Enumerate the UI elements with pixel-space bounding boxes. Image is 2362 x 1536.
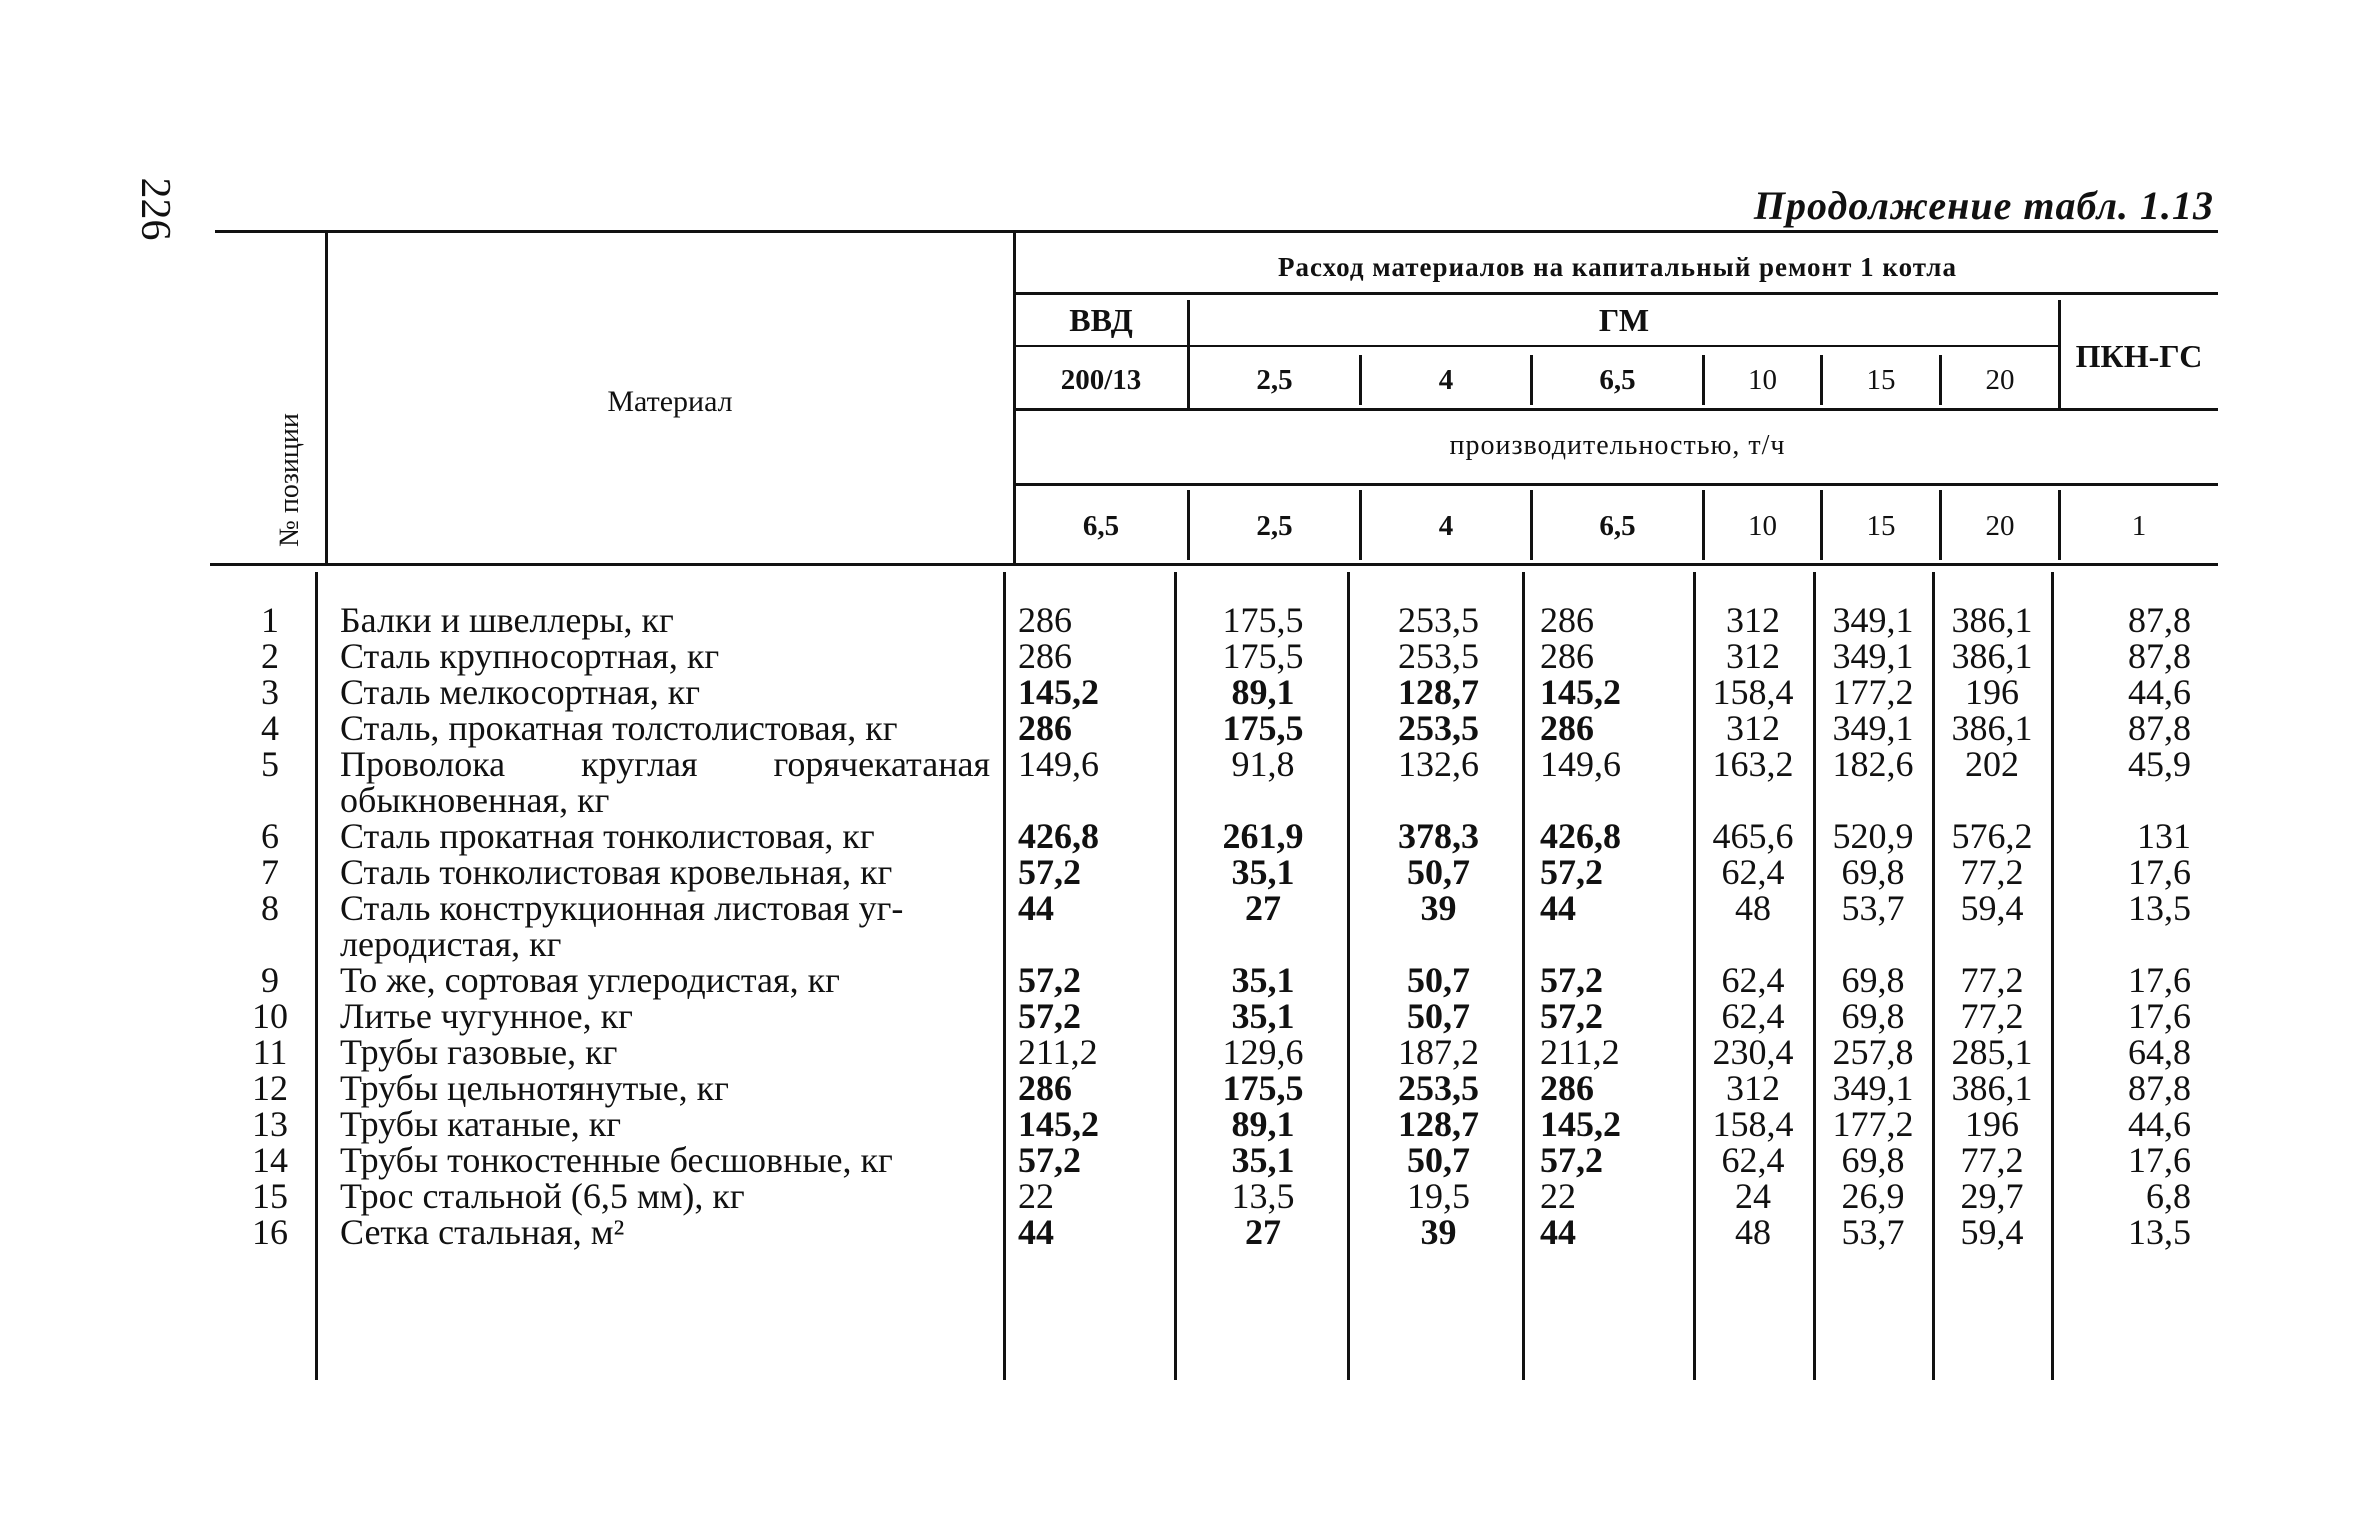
body-col-rule xyxy=(1522,572,1525,1380)
value-cell: 50,7 xyxy=(1407,852,1470,892)
value-cell: 45,9 xyxy=(2128,744,2191,784)
value-cell: 6,8 xyxy=(2146,1176,2191,1216)
value-cell: 520,9 xyxy=(1832,816,1914,856)
material-name: Трубы цельнотянутые, кг xyxy=(340,1068,729,1108)
material-name: Сталь конструкционная листовая уг- xyxy=(340,888,904,928)
value-cell: 128,7 xyxy=(1398,672,1479,712)
value-cell: 312 xyxy=(1726,600,1780,640)
material-name: Сталь мелкосортная, кг xyxy=(340,672,700,712)
value-cell: 59,4 xyxy=(1960,888,2024,928)
row-number: 11 xyxy=(252,1032,288,1072)
value-cell: 286 xyxy=(1018,708,1072,748)
value-cell: 44 xyxy=(1018,888,1054,928)
value-cell: 69,8 xyxy=(1841,1140,1905,1180)
value-cell: 261,9 xyxy=(1222,816,1304,856)
material-name: Проволока круглая горячекатаная xyxy=(340,744,990,784)
material-name: Балки и швеллеры, кг xyxy=(340,600,674,640)
value-cell: 17,6 xyxy=(2128,960,2191,1000)
value-cell: 349,1 xyxy=(1832,708,1914,748)
table-caption: Продолжение табл. 1.13 xyxy=(1753,183,2214,228)
capacity-rule xyxy=(1015,483,2218,486)
value-cell: 349,1 xyxy=(1832,600,1914,640)
value-cell: 57,2 xyxy=(1540,1140,1603,1180)
value-cell: 145,2 xyxy=(1018,1104,1099,1144)
value-cell: 230,4 xyxy=(1712,1032,1794,1072)
value-cell: 158,4 xyxy=(1712,1104,1794,1144)
value-cell: 211,2 xyxy=(1540,1032,1620,1072)
value-cell: 44 xyxy=(1018,1212,1054,1252)
value-cell: 27 xyxy=(1245,1212,1281,1252)
capacity-value: 10 xyxy=(1748,510,1777,542)
capacity-value: 4 xyxy=(1438,510,1454,542)
value-cell: 77,2 xyxy=(1960,996,2024,1036)
material-name: Сталь тонколистовая кровельная, кг xyxy=(340,852,893,892)
value-cell: 62,4 xyxy=(1721,852,1785,892)
value-cell: 24 xyxy=(1735,1176,1771,1216)
value-cell: 77,2 xyxy=(1960,852,2024,892)
boiler-type-vvd: ВВД xyxy=(1069,302,1133,338)
value-cell: 145,2 xyxy=(1540,1104,1621,1144)
value-cell: 35,1 xyxy=(1231,852,1295,892)
position-header: № позиции xyxy=(274,413,305,547)
material-name: Трубы тонкостенные бесшовные, кг xyxy=(340,1140,893,1180)
body-col-rule xyxy=(1174,572,1177,1380)
value-cell: 17,6 xyxy=(2128,1140,2191,1180)
value-cell: 62,4 xyxy=(1721,960,1785,1000)
value-cell: 286 xyxy=(1540,708,1594,748)
value-cell: 22 xyxy=(1540,1176,1576,1216)
value-cell: 48 xyxy=(1735,1212,1771,1252)
value-cell: 87,8 xyxy=(2128,708,2191,748)
value-cell: 378,3 xyxy=(1398,816,1479,856)
value-cell: 44 xyxy=(1540,1212,1576,1252)
value-cell: 50,7 xyxy=(1407,996,1470,1036)
value-cell: 163,2 xyxy=(1712,744,1794,784)
boiler-type-gm: ГМ xyxy=(1598,302,1650,338)
row-number: 5 xyxy=(261,744,279,784)
material-name: Трубы газовые, кг xyxy=(340,1032,618,1072)
value-cell: 13,5 xyxy=(2128,888,2191,928)
value-cell: 145,2 xyxy=(1018,672,1099,712)
value-cell: 69,8 xyxy=(1841,996,1905,1036)
body-col-rule xyxy=(2051,572,2054,1380)
value-cell: 196 xyxy=(1965,1104,2019,1144)
value-cell: 175,5 xyxy=(1222,708,1304,748)
capacity-label: производительностью, т/ч xyxy=(1449,430,1786,461)
value-cell: 145,2 xyxy=(1540,672,1621,712)
header-top-rule xyxy=(215,230,2218,233)
group-title: Расход материалов на капитальный ремонт 1 котла xyxy=(1278,252,1957,282)
boiler-subtype: 2,5 xyxy=(1256,364,1293,396)
value-cell: 253,5 xyxy=(1398,708,1479,748)
value-cell: 286 xyxy=(1540,600,1594,640)
row-number: 15 xyxy=(252,1176,288,1216)
material-name: То же, сортовая углеродистая, кг xyxy=(340,960,840,1000)
value-cell: 53,7 xyxy=(1841,1212,1905,1252)
value-cell: 19,5 xyxy=(1407,1176,1470,1216)
value-cell: 35,1 xyxy=(1231,960,1295,1000)
value-cell: 131 xyxy=(2137,816,2191,856)
material-header: Материал xyxy=(607,385,733,418)
value-cell: 17,6 xyxy=(2128,852,2191,892)
value-cell: 312 xyxy=(1726,636,1780,676)
boiler-subtype: 200/13 xyxy=(1060,364,1142,396)
value-cell: 177,2 xyxy=(1832,1104,1914,1144)
row-number: 6 xyxy=(261,816,279,856)
value-cell: 386,1 xyxy=(1951,708,2033,748)
value-cell: 26,9 xyxy=(1841,1176,1905,1216)
boiler-subtype: 10 xyxy=(1748,364,1777,396)
value-cell: 64,8 xyxy=(2128,1032,2191,1072)
group-title-rule xyxy=(1015,292,2218,295)
material-name: Сталь, прокатная толстолистовая, кг xyxy=(340,708,898,748)
body-col-rule xyxy=(1347,572,1350,1380)
capacity-value: 6,5 xyxy=(1082,510,1120,542)
material-name: Сталь прокатная тонколистовая, кг xyxy=(340,816,875,856)
boiler-subtype: 4 xyxy=(1438,364,1454,396)
value-cell: 187,2 xyxy=(1398,1032,1479,1072)
body-col-rule xyxy=(1932,572,1935,1380)
page-number: 226 xyxy=(132,177,178,241)
row-number: 4 xyxy=(261,708,279,748)
value-cell: 35,1 xyxy=(1231,1140,1295,1180)
value-cell: 286 xyxy=(1540,1068,1594,1108)
row-number: 10 xyxy=(252,996,288,1036)
value-cell: 89,1 xyxy=(1231,1104,1295,1144)
row-number: 2 xyxy=(261,636,279,676)
value-cell: 175,5 xyxy=(1222,636,1304,676)
value-cell: 69,8 xyxy=(1841,960,1905,1000)
value-cell: 44,6 xyxy=(2128,1104,2191,1144)
value-cell: 44 xyxy=(1540,888,1576,928)
value-cell: 57,2 xyxy=(1540,996,1603,1036)
value-cell: 57,2 xyxy=(1018,996,1081,1036)
value-cell: 50,7 xyxy=(1407,960,1470,1000)
value-cell: 211,2 xyxy=(1018,1032,1098,1072)
value-cell: 285,1 xyxy=(1951,1032,2033,1072)
value-cell: 39 xyxy=(1420,888,1457,928)
row-number: 3 xyxy=(261,672,279,712)
material-name: леродистая, кг xyxy=(340,924,562,964)
row-number: 8 xyxy=(261,888,279,928)
value-cell: 22 xyxy=(1018,1176,1054,1216)
value-cell: 77,2 xyxy=(1960,960,2024,1000)
value-cell: 62,4 xyxy=(1721,996,1785,1036)
value-cell: 50,7 xyxy=(1407,1140,1470,1180)
boiler-subtype: 6,5 xyxy=(1599,364,1636,396)
value-cell: 13,5 xyxy=(2128,1212,2191,1252)
capacity-value: 2,5 xyxy=(1256,510,1293,542)
value-cell: 53,7 xyxy=(1841,888,1905,928)
value-cell: 349,1 xyxy=(1832,636,1914,676)
body-col-rule xyxy=(1813,572,1816,1380)
value-cell: 465,6 xyxy=(1712,816,1794,856)
value-cell: 87,8 xyxy=(2128,1068,2191,1108)
subtype-top-rule xyxy=(1015,345,2060,347)
value-cell: 44,6 xyxy=(2128,672,2191,712)
value-cell: 91,8 xyxy=(1231,744,1295,784)
material-name: Литье чугунное, кг xyxy=(340,996,633,1036)
subtype-bottom-rule xyxy=(1015,408,2218,411)
value-cell: 196 xyxy=(1965,672,2019,712)
value-cell: 57,2 xyxy=(1018,1140,1081,1180)
material-name: Трубы катаные, кг xyxy=(340,1104,622,1144)
row-number: 14 xyxy=(252,1140,288,1180)
value-cell: 426,8 xyxy=(1018,816,1099,856)
value-cell: 426,8 xyxy=(1540,816,1621,856)
value-cell: 286 xyxy=(1018,636,1072,676)
value-cell: 349,1 xyxy=(1832,1068,1914,1108)
row-number: 9 xyxy=(261,960,279,1000)
value-cell: 48 xyxy=(1735,888,1771,928)
value-cell: 253,5 xyxy=(1398,636,1479,676)
value-cell: 57,2 xyxy=(1540,960,1603,1000)
value-cell: 29,7 xyxy=(1960,1176,2024,1216)
value-cell: 87,8 xyxy=(2128,600,2191,640)
value-cell: 257,8 xyxy=(1832,1032,1914,1072)
row-number: 7 xyxy=(261,852,279,892)
value-cell: 89,1 xyxy=(1231,672,1295,712)
material-name: Сталь крупносортная, кг xyxy=(340,636,720,676)
value-cell: 57,2 xyxy=(1018,960,1081,1000)
value-cell: 182,6 xyxy=(1832,744,1914,784)
value-cell: 128,7 xyxy=(1398,1104,1479,1144)
material-name: Сетка стальная, м² xyxy=(340,1212,625,1252)
material-name: обыкновенная, кг xyxy=(340,780,610,820)
header-col-rule xyxy=(325,232,328,564)
value-cell: 175,5 xyxy=(1222,1068,1304,1108)
value-cell: 149,6 xyxy=(1018,744,1099,784)
value-cell: 312 xyxy=(1726,708,1780,748)
material-name: Трос стальной (6,5 мм), кг xyxy=(340,1176,745,1216)
body-col-rule xyxy=(1003,572,1006,1380)
value-cell: 77,2 xyxy=(1960,1140,2024,1180)
capacity-value: 20 xyxy=(1985,510,2015,542)
value-cell: 286 xyxy=(1018,600,1072,640)
value-cell: 17,6 xyxy=(2128,996,2191,1036)
capacity-value: 6,5 xyxy=(1599,510,1636,542)
value-cell: 87,8 xyxy=(2128,636,2191,676)
value-cell: 132,6 xyxy=(1398,744,1479,784)
value-cell: 57,2 xyxy=(1540,852,1603,892)
value-cell: 576,2 xyxy=(1951,816,2033,856)
value-cell: 286 xyxy=(1540,636,1594,676)
value-cell: 386,1 xyxy=(1951,636,2033,676)
value-cell: 129,6 xyxy=(1222,1032,1304,1072)
row-number: 12 xyxy=(252,1068,288,1108)
body-col-rule xyxy=(1693,572,1696,1380)
value-cell: 35,1 xyxy=(1231,996,1295,1036)
value-cell: 149,6 xyxy=(1540,744,1621,784)
value-cell: 57,2 xyxy=(1018,852,1081,892)
value-cell: 386,1 xyxy=(1951,600,2033,640)
value-cell: 312 xyxy=(1726,1068,1780,1108)
boiler-type-pkn-gs: ПКН-ГС xyxy=(2075,338,2203,374)
value-cell: 253,5 xyxy=(1398,1068,1479,1108)
value-cell: 286 xyxy=(1018,1068,1072,1108)
boiler-subtype: 15 xyxy=(1866,364,1896,396)
value-cell: 175,5 xyxy=(1222,600,1304,640)
value-cell: 13,5 xyxy=(1231,1176,1295,1216)
row-number: 1 xyxy=(261,600,279,640)
capacity-value: 15 xyxy=(1866,510,1896,542)
boiler-subtype: 20 xyxy=(1985,364,2015,396)
value-cell: 39 xyxy=(1420,1212,1457,1252)
value-cell: 59,4 xyxy=(1960,1212,2024,1252)
value-cell: 253,5 xyxy=(1398,600,1479,640)
value-cell: 386,1 xyxy=(1951,1068,2033,1108)
value-cell: 177,2 xyxy=(1832,672,1914,712)
header-bottom-rule xyxy=(210,563,2218,566)
value-cell: 158,4 xyxy=(1712,672,1794,712)
row-number: 13 xyxy=(252,1104,288,1144)
value-cell: 62,4 xyxy=(1721,1140,1785,1180)
row-number: 16 xyxy=(252,1212,288,1252)
capacity-value: 1 xyxy=(2131,510,2147,542)
value-cell: 69,8 xyxy=(1841,852,1905,892)
value-cell: 27 xyxy=(1245,888,1281,928)
value-cell: 202 xyxy=(1965,744,2019,784)
